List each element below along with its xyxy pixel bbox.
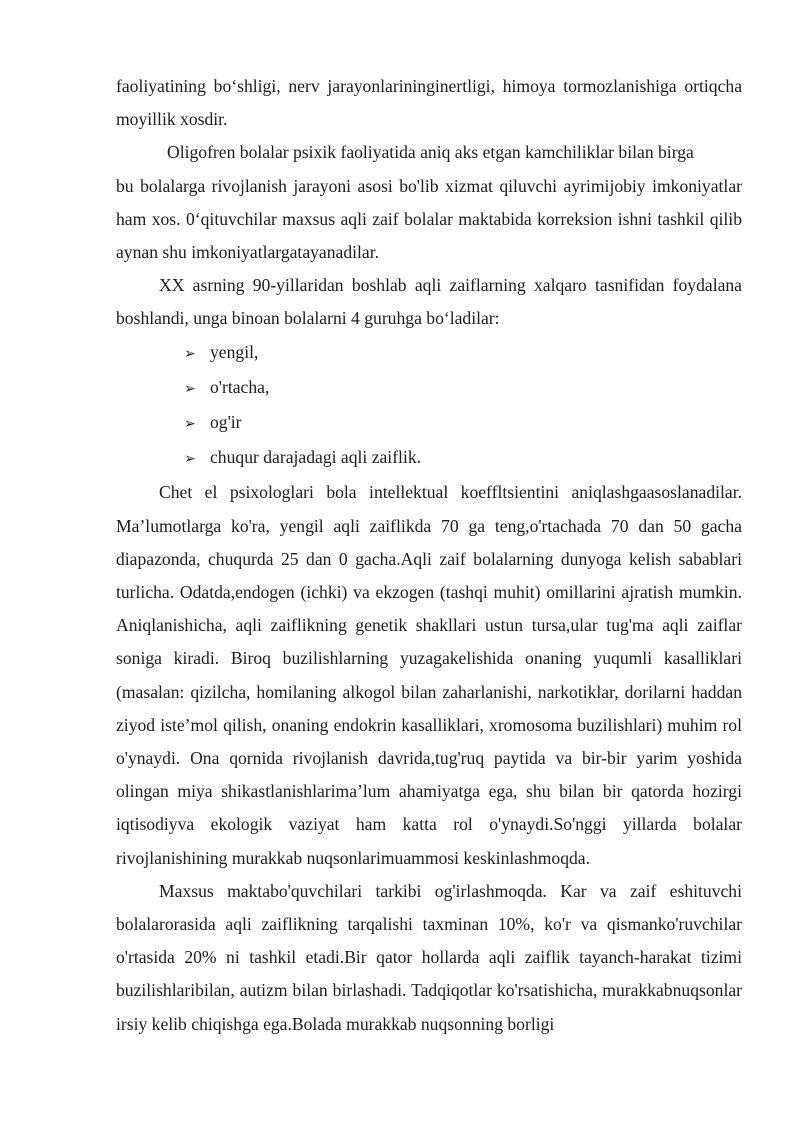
list-item-label: og'ir: [210, 412, 242, 433]
paragraph-special-school: Maxsus maktabo'quvchilari tarkibi og'irlashmoqda. Kar va zaif eshituvchi bolalarorasida aqli zaiflikning tarqalishi taxminan 10%, ko'r va qismanko'ruvchilar o'rtasida 20% ni tashkil etadi.Bir qator hollarda aqli zaiflik tayanch-harakat tizimi buzilishlaribilan, autizm bilan birlashadi. Tadqiqotlar ko'rsatishicha, murakkabnuqsonlar irsiy kelib chiqishga ega.Bolada murakkab nuqsonning borligi: [116, 880, 742, 1034]
paragraph-oligofren-first-line: Oligofren bolalar psixik faoliyatida aniq aks etgan kamchiliklar bilan birga: [167, 142, 694, 163]
list-item-label: o'rtacha,: [210, 376, 270, 397]
list-item: [184, 371, 742, 406]
document-body: [116, 70, 742, 1041]
paragraph-oligofren: bu bolalarga rivojlanish jarayoni asosi bo'lib xizmat qiluvchi ayrimijobiy imkoniyatlar ham xos. 0‘qituvchilar maxsus aqli zaif bolalar maktabida korreksion ishni tashkil qilib aynan shu imkoniyatlargatayanadilar.: [116, 175, 742, 263]
list-item: [184, 336, 742, 371]
severity-list: [116, 336, 742, 477]
list-item: [184, 406, 742, 441]
paragraph-foreign-psychologists: Chet el psixologlari bola intellektual koeffltsientini aniqlashgaasoslanadilar. Ma’lumotlarga ko'ra, yengil aqli zaiflikda 70 ga teng,o'rtachada 70 dan 50 gacha diapazonda, chuqurda 25 dan 0 gacha.Aqli zaif bolalarning dunyoga kelish sabablari turlicha. Odatda,endogen (ichki) va ekzogen (tashqi muhit) omillarini ajratish mumkin. Aniqlanishicha, aqli zaiflikning genetik shakllari ustun tursa,ular tug'ma aqli zaiflar soniga kiradi. Biroq buzilishlarning yuzagakelishida onaning yuqumli kasalliklari (masalan: qizilcha, homilaning alkogol bilan zaharlanishi, narkotiklar, dorilarni haddan ziyod iste’mol qilish, onaning endokrin kasalliklari, xromosoma buzilishlari) muhim rol o'ynaydi. Ona qornida rivojlanish davrida,tug'ruq paytida va bir-bir yarim yoshida olingan miya shikastlanishlarima’lum ahamiyatga ega, shu bilan bir qatorda hozirgi iqtisodiyva ekologik vaziyat ham katta rol o'ynaydi.So'nggi yillarda bolalar rivojlanishining murakkab nuqsonlarimuammosi keskinlashmoqda.: [116, 482, 742, 868]
arrowhead-bullet-icon: ➢: [184, 380, 196, 397]
list-item-label: chuqur darajadagi aqli zaiflik.: [210, 447, 422, 468]
list-item: [184, 441, 742, 476]
list-item-label: yengil,: [210, 341, 259, 362]
arrowhead-bullet-icon: ➢: [184, 345, 196, 362]
arrowhead-bullet-icon: ➢: [184, 416, 196, 433]
paragraph-continuation: faoliyatining bo‘shligi, nerv jarayonlarininginertligi, himoya tormozlanishiga ortiqcha moyillik xosdir.: [116, 76, 742, 130]
paragraph-classification: XX asrning 90-yillaridan boshlab aqli zaiflarning xalqaro tasnifidan foydalana boshlandi, unga binoan bolalarni 4 guruhga bo‘ladilar:: [116, 275, 742, 329]
arrowhead-bullet-icon: ➢: [184, 451, 196, 468]
